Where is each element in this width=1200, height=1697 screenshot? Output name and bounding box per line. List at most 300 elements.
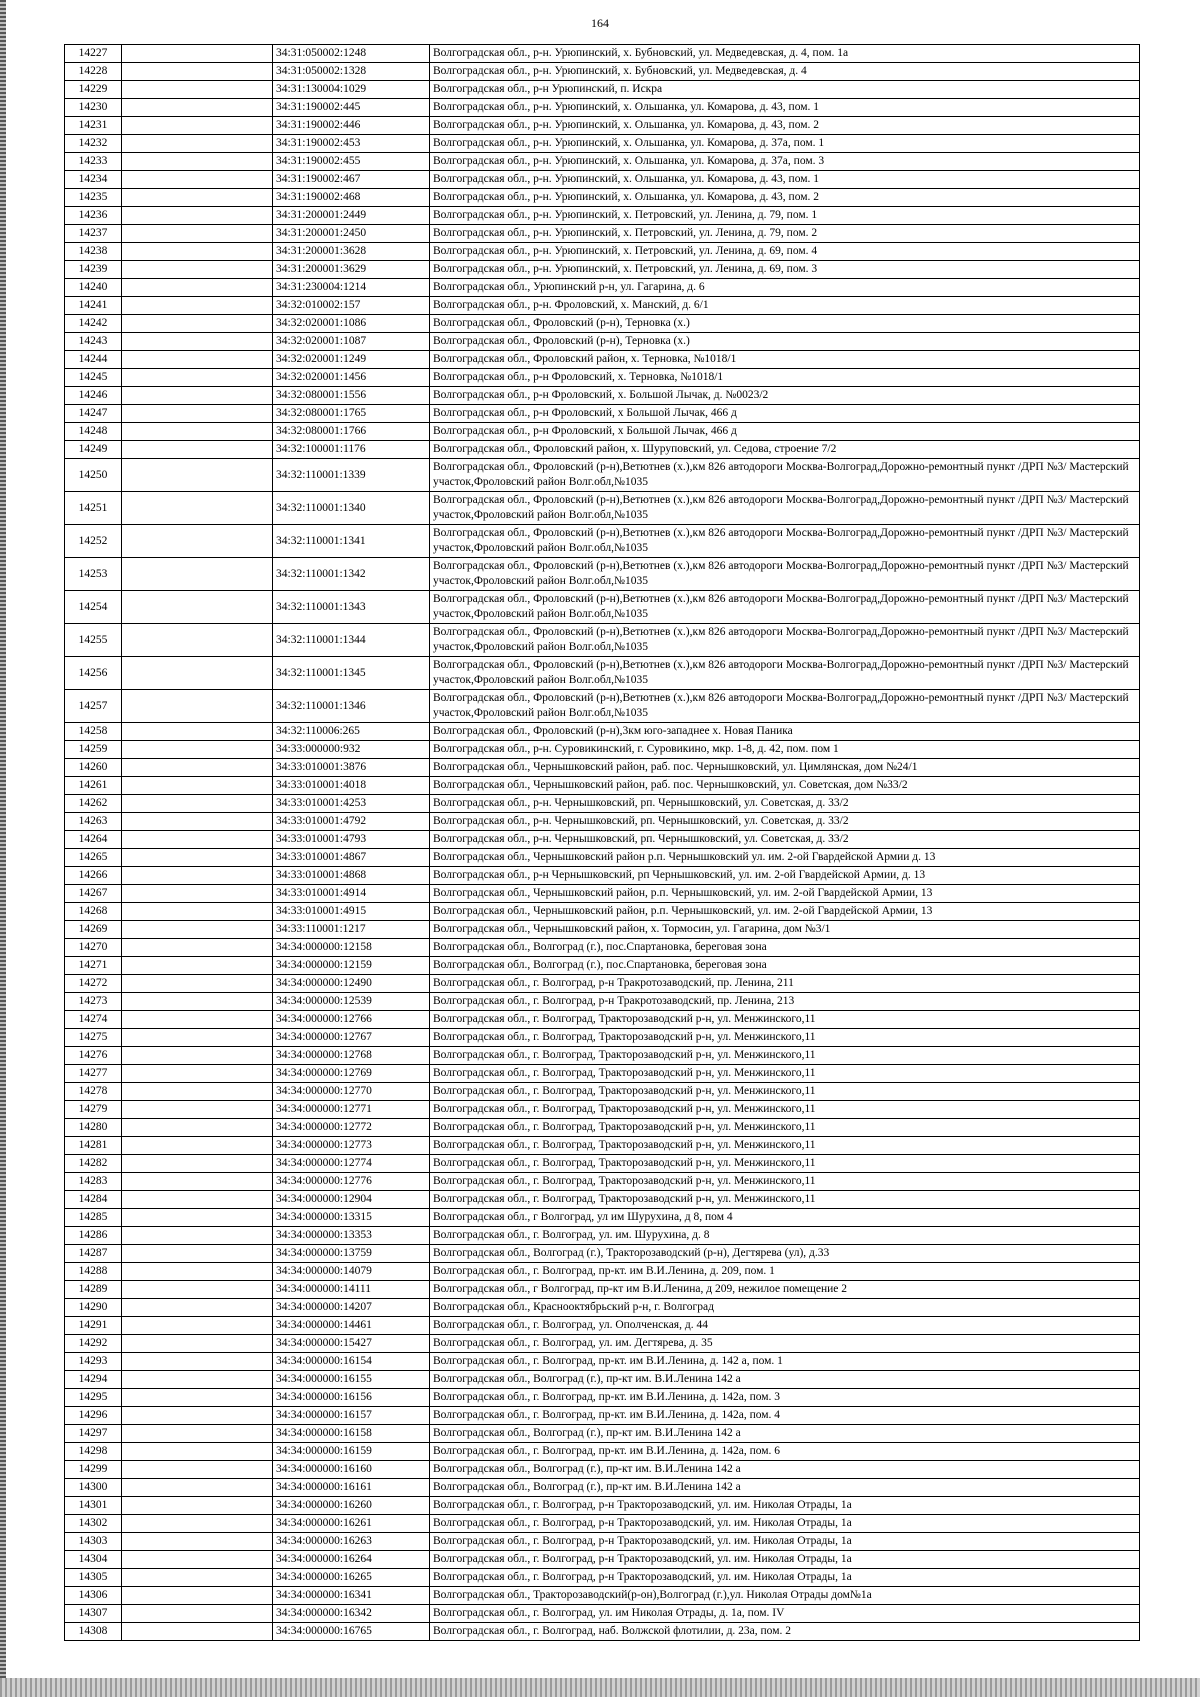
empty-cell	[122, 1191, 273, 1209]
empty-cell	[122, 975, 273, 993]
empty-cell	[122, 993, 273, 1011]
row-number-cell: 14292	[65, 1335, 122, 1353]
empty-cell	[122, 459, 273, 492]
address-cell: Волгоградская обл., р-н Фроловский, х. Терновка, №1018/1	[430, 369, 1140, 387]
address-cell: Волгоградская обл., г. Волгоград, р-н Тракторозаводский, ул. им. Николая Отрады, 1а	[430, 1497, 1140, 1515]
address-cell: Волгоградская обл., р-н. Урюпинский, х. Ольшанка, ул. Комарова, д. 43, пом. 1	[430, 99, 1140, 117]
cadastral-number-cell: 34:31:190002:445	[273, 99, 430, 117]
row-number-cell: 14257	[65, 690, 122, 723]
table-row	[65, 1407, 1140, 1425]
table-row	[65, 849, 1140, 867]
address-cell: Волгоградская обл., Фроловский (р-н),Ветютнев (х.),км 826 автодороги Москва-Волгоград,Дорожно-ремонтный пункт /ДРП №3/ Мастерский участок,Фроловский район Волг.обл,№1035	[430, 690, 1140, 723]
table-row	[65, 1155, 1140, 1173]
cadastral-number-cell: 34:32:100001:1176	[273, 441, 430, 459]
empty-cell	[122, 405, 273, 423]
table-row	[65, 1245, 1140, 1263]
cadastral-number-cell: 34:33:010001:3876	[273, 759, 430, 777]
cadastral-number-cell: 34:33:010001:4915	[273, 903, 430, 921]
table-row	[65, 1533, 1140, 1551]
cadastral-number-cell: 34:34:000000:16342	[273, 1605, 430, 1623]
cadastral-number-cell: 34:34:000000:16261	[273, 1515, 430, 1533]
table-row	[65, 1227, 1140, 1245]
cadastral-number-cell: 34:32:110001:1339	[273, 459, 430, 492]
cadastral-number-cell: 34:34:000000:13315	[273, 1209, 430, 1227]
empty-cell	[122, 1479, 273, 1497]
row-number-cell: 14259	[65, 741, 122, 759]
row-number-cell: 14236	[65, 207, 122, 225]
table-row	[65, 831, 1140, 849]
cadastral-number-cell: 34:31:200001:2450	[273, 225, 430, 243]
cadastral-number-cell: 34:31:230004:1214	[273, 279, 430, 297]
cadastral-number-cell: 34:32:110001:1345	[273, 657, 430, 690]
row-number-cell: 14279	[65, 1101, 122, 1119]
row-number-cell: 14256	[65, 657, 122, 690]
empty-cell	[122, 351, 273, 369]
empty-cell	[122, 795, 273, 813]
empty-cell	[122, 1029, 273, 1047]
empty-cell	[122, 525, 273, 558]
row-number-cell: 14307	[65, 1605, 122, 1623]
cadastral-number-cell: 34:31:050002:1248	[273, 45, 430, 63]
row-number-cell: 14282	[65, 1155, 122, 1173]
row-number-cell: 14237	[65, 225, 122, 243]
address-cell: Волгоградская обл., г. Волгоград, р-н Тракротозаводский, пр. Ленина, 211	[430, 975, 1140, 993]
address-cell: Волгоградская обл., р-н. Урюпинский, х. Ольшанка, ул. Комарова, д. 43, пом. 1	[430, 171, 1140, 189]
scan-bottom-edge	[0, 1678, 1200, 1697]
address-cell: Волгоградская обл., Фроловский (р-н),Ветютнев (х.),км 826 автодороги Москва-Волгоград,Дорожно-ремонтный пункт /ДРП №3/ Мастерский участок,Фроловский район Волг.обл,№1035	[430, 558, 1140, 591]
cadastral-number-cell: 34:33:000000:932	[273, 741, 430, 759]
table-row	[65, 405, 1140, 423]
row-number-cell: 14258	[65, 723, 122, 741]
table-row	[65, 189, 1140, 207]
row-number-cell: 14289	[65, 1281, 122, 1299]
cadastral-number-cell: 34:34:000000:12767	[273, 1029, 430, 1047]
empty-cell	[122, 690, 273, 723]
table-row	[65, 690, 1140, 723]
row-number-cell: 14273	[65, 993, 122, 1011]
row-number-cell: 14281	[65, 1137, 122, 1155]
empty-cell	[122, 759, 273, 777]
address-cell: Волгоградская обл., Фроловский (р-н),Ветютнев (х.),км 826 автодороги Москва-Волгоград,Дорожно-ремонтный пункт /ДРП №3/ Мастерский участок,Фроловский район Волг.обл,№1035	[430, 525, 1140, 558]
table-row	[65, 1119, 1140, 1137]
empty-cell	[122, 1533, 273, 1551]
address-cell: Волгоградская обл., р-н Фроловский, х Большой Лычак, 466 д	[430, 423, 1140, 441]
address-cell: Волгоградская обл., р-н. Чернышковский, рп. Чернышковский, ул. Советская, д. 33/2	[430, 831, 1140, 849]
table-row	[65, 1515, 1140, 1533]
cadastral-number-cell: 34:33:010001:4793	[273, 831, 430, 849]
address-cell: Волгоградская обл., Волгоград (г.), пр-кт им. В.И.Ленина 142 а	[430, 1479, 1140, 1497]
row-number-cell: 14242	[65, 315, 122, 333]
table-row	[65, 921, 1140, 939]
row-number-cell: 14248	[65, 423, 122, 441]
table-row	[65, 777, 1140, 795]
table-row	[65, 1425, 1140, 1443]
address-cell: Волгоградская обл., Волгоград (г.), пр-кт им. В.И.Ленина 142 а	[430, 1461, 1140, 1479]
table-row	[65, 624, 1140, 657]
address-cell: Волгоградская обл., р-н. Фроловский, х. Манский, д. 6/1	[430, 297, 1140, 315]
row-number-cell: 14261	[65, 777, 122, 795]
row-number-cell: 14263	[65, 813, 122, 831]
row-number-cell: 14230	[65, 99, 122, 117]
empty-cell	[122, 813, 273, 831]
cadastral-number-cell: 34:32:110001:1340	[273, 492, 430, 525]
table-row	[65, 207, 1140, 225]
empty-cell	[122, 867, 273, 885]
address-cell: Волгоградская обл., г. Волгоград, ул. им. Дегтярева, д. 35	[430, 1335, 1140, 1353]
empty-cell	[122, 171, 273, 189]
cadastral-number-cell: 34:32:110001:1344	[273, 624, 430, 657]
cadastral-number-cell: 34:31:190002:453	[273, 135, 430, 153]
cadastral-number-cell: 34:34:000000:14207	[273, 1299, 430, 1317]
table-row	[65, 1497, 1140, 1515]
row-number-cell: 14275	[65, 1029, 122, 1047]
table-row	[65, 1029, 1140, 1047]
cadastral-number-cell: 34:32:020001:1086	[273, 315, 430, 333]
table-row	[65, 423, 1140, 441]
address-cell: Волгоградская обл., г. Волгоград, Тракторозаводский р-н, ул. Менжинского,11	[430, 1191, 1140, 1209]
table-row	[65, 813, 1140, 831]
row-number-cell: 14299	[65, 1461, 122, 1479]
table-row	[65, 1605, 1140, 1623]
table-row	[65, 1137, 1140, 1155]
table-row	[65, 63, 1140, 81]
row-number-cell: 14278	[65, 1083, 122, 1101]
cadastral-number-cell: 34:32:110006:265	[273, 723, 430, 741]
empty-cell	[122, 624, 273, 657]
empty-cell	[122, 558, 273, 591]
empty-cell	[122, 1281, 273, 1299]
address-cell: Волгоградская обл., р-н. Чернышковский, рп. Чернышковский, ул. Советская, д. 33/2	[430, 813, 1140, 831]
empty-cell	[122, 1245, 273, 1263]
address-cell: Волгоградская обл., Фроловский (р-н),Ветютнев (х.),км 826 автодороги Москва-Волгоград,Дорожно-ремонтный пункт /ДРП №3/ Мастерский участок,Фроловский район Волг.обл,№1035	[430, 492, 1140, 525]
cadastral-number-cell: 34:34:000000:12158	[273, 939, 430, 957]
table-row	[65, 1551, 1140, 1569]
row-number-cell: 14301	[65, 1497, 122, 1515]
address-cell: Волгоградская обл., г. Волгоград, ул. Ополченская, д. 44	[430, 1317, 1140, 1335]
cadastral-number-cell: 34:34:000000:15427	[273, 1335, 430, 1353]
empty-cell	[122, 189, 273, 207]
address-cell: Волгоградская обл., г Волгоград, пр-кт им В.И.Ленина, д 209, нежилое помещение 2	[430, 1281, 1140, 1299]
cadastral-number-cell: 34:31:130004:1029	[273, 81, 430, 99]
row-number-cell: 14234	[65, 171, 122, 189]
row-number-cell: 14241	[65, 297, 122, 315]
row-number-cell: 14293	[65, 1353, 122, 1371]
empty-cell	[122, 1263, 273, 1281]
cadastral-number-cell: 34:34:000000:16264	[273, 1551, 430, 1569]
row-number-cell: 14250	[65, 459, 122, 492]
cadastral-number-cell: 34:31:050002:1328	[273, 63, 430, 81]
registry-table-body	[65, 45, 1140, 1641]
address-cell: Волгоградская обл., Фроловский (р-н), Терновка (х.)	[430, 333, 1140, 351]
empty-cell	[122, 1065, 273, 1083]
address-cell: Волгоградская обл., Фроловский (р-н),Ветютнев (х.),км 826 автодороги Москва-Волгоград,Дорожно-ремонтный пункт /ДРП №3/ Мастерский участок,Фроловский район Волг.обл,№1035	[430, 657, 1140, 690]
cadastral-number-cell: 34:31:200001:3628	[273, 243, 430, 261]
table-row	[65, 153, 1140, 171]
cadastral-number-cell: 34:34:000000:16263	[273, 1533, 430, 1551]
row-number-cell: 14266	[65, 867, 122, 885]
empty-cell	[122, 387, 273, 405]
address-cell: Волгоградская обл., г. Волгоград, пр-кт. им В.И.Ленина, д. 142а, пом. 6	[430, 1443, 1140, 1461]
empty-cell	[122, 369, 273, 387]
empty-cell	[122, 207, 273, 225]
row-number-cell: 14298	[65, 1443, 122, 1461]
address-cell: Волгоградская обл., г. Волгоград, Тракторозаводский р-н, ул. Менжинского,11	[430, 1101, 1140, 1119]
empty-cell	[122, 1173, 273, 1191]
empty-cell	[122, 1353, 273, 1371]
table-row	[65, 333, 1140, 351]
address-cell: Волгоградская обл., р-н. Урюпинский, х. Бубновский, ул. Медведевская, д. 4	[430, 63, 1140, 81]
empty-cell	[122, 1101, 273, 1119]
address-cell: Волгоградская обл., Чернышковский район, раб. пос. Чернышковский, ул. Советская, дом №33/2	[430, 777, 1140, 795]
empty-cell	[122, 315, 273, 333]
address-cell: Волгоградская обл., Краснооктябрьский р-н, г. Волгоград	[430, 1299, 1140, 1317]
row-number-cell: 14235	[65, 189, 122, 207]
address-cell: Волгоградская обл., р-н. Урюпинский, х. Ольшанка, ул. Комарова, д. 37а, пом. 1	[430, 135, 1140, 153]
row-number-cell: 14276	[65, 1047, 122, 1065]
scan-left-edge	[0, 0, 6, 1697]
address-cell: Волгоградская обл., г. Волгоград, пр-кт. им В.И.Ленина, д. 142а, пом. 4	[430, 1407, 1140, 1425]
cadastral-number-cell: 34:32:080001:1765	[273, 405, 430, 423]
cadastral-number-cell: 34:34:000000:12772	[273, 1119, 430, 1137]
empty-cell	[122, 261, 273, 279]
address-cell: Волгоградская обл., г. Волгоград, ул. им Николая Отрады, д. 1а, пом. IV	[430, 1605, 1140, 1623]
row-number-cell: 14286	[65, 1227, 122, 1245]
address-cell: Волгоградская обл., г. Волгоград, ул. им. Шурухина, д. 8	[430, 1227, 1140, 1245]
address-cell: Волгоградская обл., г. Волгоград, Тракторозаводский р-н, ул. Менжинского,11	[430, 1065, 1140, 1083]
cadastral-number-cell: 34:34:000000:12771	[273, 1101, 430, 1119]
address-cell: Волгоградская обл., р-н. Урюпинский, х. Петровский, ул. Ленина, д. 79, пом. 2	[430, 225, 1140, 243]
table-row	[65, 1335, 1140, 1353]
cadastral-number-cell: 34:33:010001:4792	[273, 813, 430, 831]
row-number-cell: 14253	[65, 558, 122, 591]
empty-cell	[122, 1461, 273, 1479]
row-number-cell: 14303	[65, 1533, 122, 1551]
empty-cell	[122, 135, 273, 153]
row-number-cell: 14302	[65, 1515, 122, 1533]
empty-cell	[122, 225, 273, 243]
row-number-cell: 14290	[65, 1299, 122, 1317]
row-number-cell: 14296	[65, 1407, 122, 1425]
table-row	[65, 81, 1140, 99]
address-cell: Волгоградская обл., г. Волгоград, Тракторозаводский р-н, ул. Менжинского,11	[430, 1011, 1140, 1029]
row-number-cell: 14246	[65, 387, 122, 405]
row-number-cell: 14243	[65, 333, 122, 351]
row-number-cell: 14271	[65, 957, 122, 975]
empty-cell	[122, 1299, 273, 1317]
address-cell: Волгоградская обл., г. Волгоград, Тракторозаводский р-н, ул. Менжинского,11	[430, 1083, 1140, 1101]
address-cell: Волгоградская обл., р-н. Урюпинский, х. Петровский, ул. Ленина, д. 69, пом. 4	[430, 243, 1140, 261]
row-number-cell: 14304	[65, 1551, 122, 1569]
cadastral-number-cell: 34:32:010002:157	[273, 297, 430, 315]
table-row	[65, 957, 1140, 975]
table-row	[65, 1371, 1140, 1389]
cadastral-number-cell: 34:33:110001:1217	[273, 921, 430, 939]
empty-cell	[122, 153, 273, 171]
table-row	[65, 1569, 1140, 1587]
table-row	[65, 1353, 1140, 1371]
address-cell: Волгоградская обл., Чернышковский район, раб. пос. Чернышковский, ул. Цимлянская, дом №24/1	[430, 759, 1140, 777]
address-cell: Волгоградская обл., г. Волгоград, р-н Тракротозаводский, пр. Ленина, 213	[430, 993, 1140, 1011]
address-cell: Волгоградская обл., г. Волгоград, Тракторозаводский р-н, ул. Менжинского,11	[430, 1047, 1140, 1065]
empty-cell	[122, 1443, 273, 1461]
address-cell: Волгоградская обл., г. Волгоград, Тракторозаводский р-н, ул. Менжинского,11	[430, 1119, 1140, 1137]
table-row	[65, 387, 1140, 405]
cadastral-number-cell: 34:34:000000:16159	[273, 1443, 430, 1461]
empty-cell	[122, 492, 273, 525]
table-row	[65, 1263, 1140, 1281]
row-number-cell: 14308	[65, 1623, 122, 1641]
table-row	[65, 45, 1140, 63]
table-row	[65, 459, 1140, 492]
cadastral-number-cell: 34:31:190002:468	[273, 189, 430, 207]
empty-cell	[122, 741, 273, 759]
address-cell: Волгоградская обл., Чернышковский район, р.п. Чернышковский, ул. им. 2-ой Гвардейской Армии, 13	[430, 885, 1140, 903]
cadastral-number-cell: 34:31:190002:446	[273, 117, 430, 135]
table-row	[65, 279, 1140, 297]
row-number-cell: 14274	[65, 1011, 122, 1029]
address-cell: Волгоградская обл., Фроловский район, х. Шуруповский, ул. Седова, строение 7/2	[430, 441, 1140, 459]
address-cell: Волгоградская обл., Фроловский (р-н), Терновка (х.)	[430, 315, 1140, 333]
table-row	[65, 441, 1140, 459]
table-row	[65, 525, 1140, 558]
row-number-cell: 14285	[65, 1209, 122, 1227]
cadastral-number-cell: 34:34:000000:14111	[273, 1281, 430, 1299]
empty-cell	[122, 1371, 273, 1389]
address-cell: Волгоградская обл., г. Волгоград, пр-кт. им В.И.Ленина, д. 142а, пом. 3	[430, 1389, 1140, 1407]
table-row	[65, 939, 1140, 957]
empty-cell	[122, 591, 273, 624]
row-number-cell: 14247	[65, 405, 122, 423]
address-cell: Волгоградская обл., г Волгоград, ул им Шурухина, д 8, пом 4	[430, 1209, 1140, 1227]
empty-cell	[122, 243, 273, 261]
cadastral-number-cell: 34:31:190002:455	[273, 153, 430, 171]
empty-cell	[122, 1623, 273, 1641]
table-row	[65, 885, 1140, 903]
cadastral-number-cell: 34:34:000000:13353	[273, 1227, 430, 1245]
empty-cell	[122, 1011, 273, 1029]
address-cell: Волгоградская обл., Чернышковский район, р.п. Чернышковский, ул. им. 2-ой Гвардейской Армии, 13	[430, 903, 1140, 921]
address-cell: Волгоградская обл., г. Волгоград, Тракторозаводский р-н, ул. Менжинского,11	[430, 1029, 1140, 1047]
cadastral-number-cell: 34:32:110001:1346	[273, 690, 430, 723]
address-cell: Волгоградская обл., г. Волгоград, наб. Волжской флотилии, д. 23а, пом. 2	[430, 1623, 1140, 1641]
row-number-cell: 14265	[65, 849, 122, 867]
row-number-cell: 14233	[65, 153, 122, 171]
row-number-cell: 14280	[65, 1119, 122, 1137]
table-row	[65, 1443, 1140, 1461]
cadastral-number-cell: 34:32:020001:1249	[273, 351, 430, 369]
cadastral-number-cell: 34:31:200001:3629	[273, 261, 430, 279]
empty-cell	[122, 1083, 273, 1101]
table-row	[65, 297, 1140, 315]
table-row	[65, 1479, 1140, 1497]
cadastral-number-cell: 34:34:000000:12904	[273, 1191, 430, 1209]
page-number: 164	[591, 16, 609, 30]
cadastral-number-cell: 34:34:000000:16157	[273, 1407, 430, 1425]
row-number-cell: 14249	[65, 441, 122, 459]
row-number-cell: 14294	[65, 1371, 122, 1389]
cadastral-number-cell: 34:31:190002:467	[273, 171, 430, 189]
empty-cell	[122, 1227, 273, 1245]
cadastral-number-cell: 34:32:020001:1087	[273, 333, 430, 351]
empty-cell	[122, 1335, 273, 1353]
cadastral-number-cell: 34:34:000000:16158	[273, 1425, 430, 1443]
empty-cell	[122, 333, 273, 351]
cadastral-number-cell: 34:34:000000:16154	[273, 1353, 430, 1371]
table-row	[65, 243, 1140, 261]
cadastral-number-cell: 34:34:000000:12773	[273, 1137, 430, 1155]
empty-cell	[122, 1389, 273, 1407]
row-number-cell: 14283	[65, 1173, 122, 1191]
row-number-cell: 14227	[65, 45, 122, 63]
address-cell: Волгоградская обл., Урюпинский р-н, ул. Гагарина, д. 6	[430, 279, 1140, 297]
table-row	[65, 1299, 1140, 1317]
row-number-cell: 14260	[65, 759, 122, 777]
cadastral-number-cell: 34:34:000000:14079	[273, 1263, 430, 1281]
empty-cell	[122, 297, 273, 315]
address-cell: Волгоградская обл., Чернышковский район р.п. Чернышковский ул. им. 2-ой Гвардейской Армии д. 13	[430, 849, 1140, 867]
empty-cell	[122, 1317, 273, 1335]
row-number-cell: 14231	[65, 117, 122, 135]
row-number-cell: 14254	[65, 591, 122, 624]
cadastral-number-cell: 34:34:000000:12490	[273, 975, 430, 993]
cadastral-number-cell: 34:34:000000:12776	[273, 1173, 430, 1191]
empty-cell	[122, 657, 273, 690]
empty-cell	[122, 1605, 273, 1623]
row-number-cell: 14267	[65, 885, 122, 903]
cadastral-number-cell: 34:34:000000:16160	[273, 1461, 430, 1479]
row-number-cell: 14291	[65, 1317, 122, 1335]
row-number-cell: 14229	[65, 81, 122, 99]
table-row	[65, 558, 1140, 591]
table-row	[65, 1011, 1140, 1029]
empty-cell	[122, 63, 273, 81]
table-row	[65, 1389, 1140, 1407]
cadastral-number-cell: 34:33:010001:4253	[273, 795, 430, 813]
address-cell: Волгоградская обл., р-н. Урюпинский, х. Ольшанка, ул. Комарова, д. 37а, пом. 3	[430, 153, 1140, 171]
table-row	[65, 1047, 1140, 1065]
table-row	[65, 1065, 1140, 1083]
table-row	[65, 99, 1140, 117]
table-row	[65, 1317, 1140, 1335]
cadastral-number-cell: 34:33:010001:4914	[273, 885, 430, 903]
row-number-cell: 14277	[65, 1065, 122, 1083]
table-row	[65, 315, 1140, 333]
row-number-cell: 14305	[65, 1569, 122, 1587]
row-number-cell: 14245	[65, 369, 122, 387]
row-number-cell: 14306	[65, 1587, 122, 1605]
empty-cell	[122, 1047, 273, 1065]
address-cell: Волгоградская обл., Волгоград (г.), пос.Спартановка, береговая зона	[430, 957, 1140, 975]
address-cell: Волгоградская обл., г. Волгоград, Тракторозаводский р-н, ул. Менжинского,11	[430, 1155, 1140, 1173]
cadastral-number-cell: 34:32:110001:1343	[273, 591, 430, 624]
table-row	[65, 492, 1140, 525]
empty-cell	[122, 831, 273, 849]
empty-cell	[122, 441, 273, 459]
address-cell: Волгоградская обл., Волгоград (г.), Тракторозаводский (р-н), Дегтярева (ул), д.33	[430, 1245, 1140, 1263]
row-number-cell: 14269	[65, 921, 122, 939]
cadastral-number-cell: 34:32:020001:1456	[273, 369, 430, 387]
row-number-cell: 14300	[65, 1479, 122, 1497]
row-number-cell: 14297	[65, 1425, 122, 1443]
empty-cell	[122, 1551, 273, 1569]
cadastral-number-cell: 34:33:010001:4867	[273, 849, 430, 867]
empty-cell	[122, 1425, 273, 1443]
row-number-cell: 14272	[65, 975, 122, 993]
cadastral-number-cell: 34:34:000000:16260	[273, 1497, 430, 1515]
row-number-cell: 14240	[65, 279, 122, 297]
table-row	[65, 975, 1140, 993]
address-cell: Волгоградская обл., р-н. Урюпинский, х. Петровский, ул. Ленина, д. 69, пом. 3	[430, 261, 1140, 279]
